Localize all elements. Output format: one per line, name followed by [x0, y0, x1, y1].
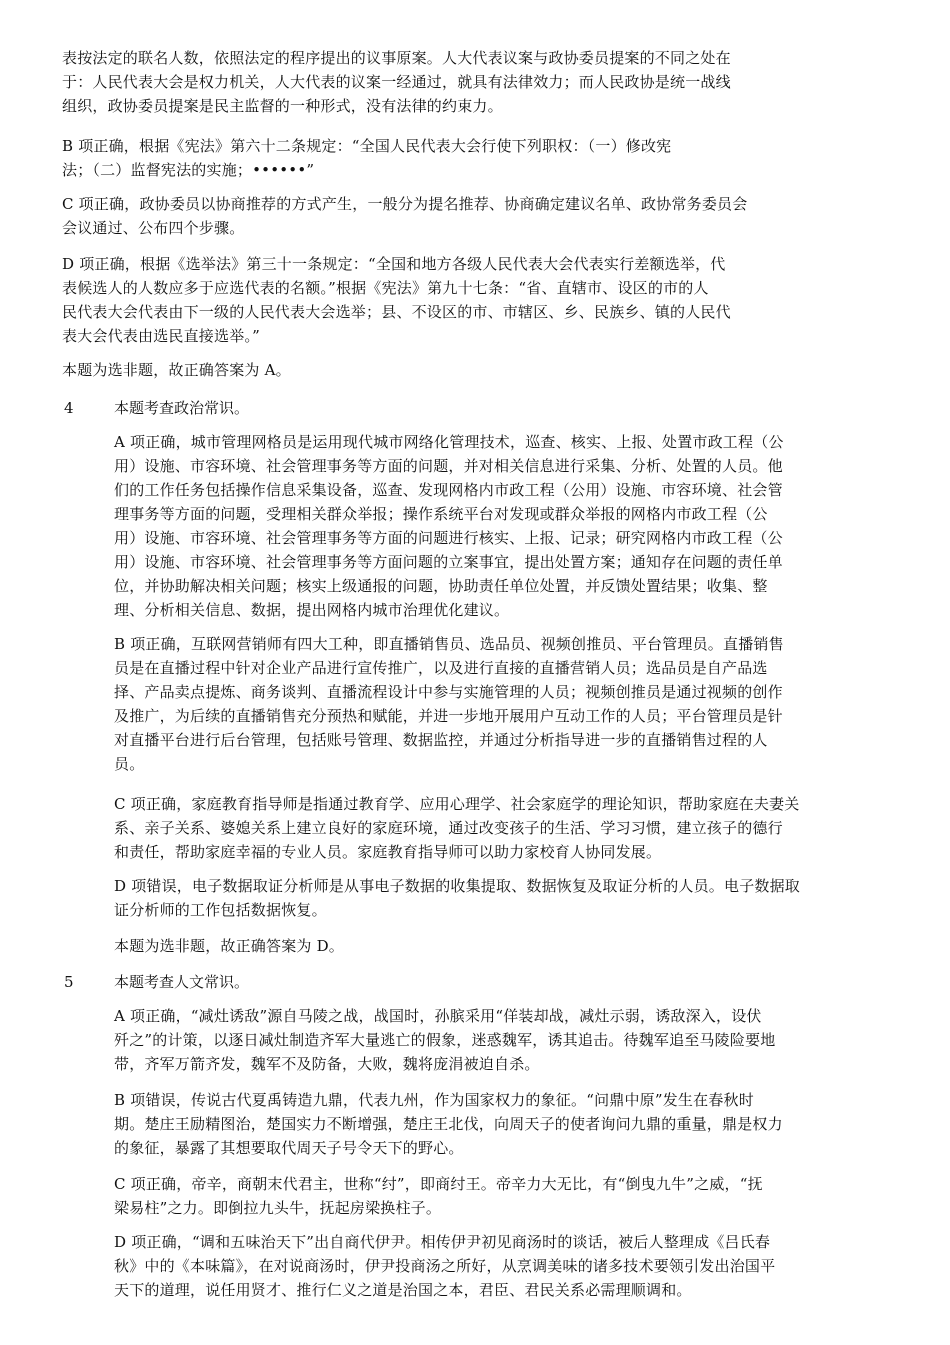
question-4-option-a: A 项正确，城市管理网格员是运用现代城市网络化管理技术，巡查、核实、上报、处置市政工程（公 用）设施、市容环境、社会管理事务等方面的问题，并对相关信息进行采集、分析、处置的人员。他 们的工作任务包括操作信息采集设备，巡查、发现网格内市政工程（公用）设施、市容环境、社会管 理事务等方面的问题，受理相关群众举报；操作系统平台对发现或群众举报的网格内市政工程（公 用）设施、市容环境、社会管理事务等方面的问题进行核实、上报、记录；研究网格内市政工程（公 用）设施、市容环境、社会管理事务等方面问题的立案事宜，提出处置方案；通知存在问题的责任单 位，并协助解决相关问题；核实上级通报的问题，协助责任单位处置，并反馈处置结果；收集、整 理、分析相关信息、数据，提出网格内城市治理优化建议。 [114, 433, 784, 619]
question-5-option-d: D 项正确，“调和五味治天下”出自商代伊尹。相传伊尹初见商汤时的谈话，被后人整理成《吕氏春 秋》中的《本味篇》，在对说商汤时，伊尹投商汤之所好，从烹调美味的诸多技术要领引发出治国平 天下的道理，说任用贤才、推行仁义之道是治国之本，君臣、君民关系必需理顺调和。 [114, 1233, 776, 1299]
question-4-option-d: D 项错误，电子数据取证分析师是从事电子数据的收集提取、数据恢复及取证分析的人员。电子数据取 证分析师的工作包括数据恢复。 [114, 877, 800, 919]
question-4-option-b: B 项正确，互联网营销师有四大工种，即直播销售员、选品员、视频创推员、平台管理员。直播销售 员是在直播过程中针对企业产品进行宣传推广，以及进行直接的直播营销人员；选品员是自产品选 择、产品卖点提炼、商务谈判、直播流程设计中参与实施管理的人员；视频创推员是通过视频的创作 及推广，为后续的直播销售充分预热和赋能，并进一步地开展用户互动工作的人员；平台管理员是针 对直播平台进行后台管理，包括账号管理、数据监控，并通过分析指导进一步的直播销售过程的人 员。 [114, 635, 784, 773]
intro-paragraph-d: D 项正确，根据《选举法》第三十一条规定：“全国和地方各级人民代表大会代表实行差额选举，代 表候选人的人数应多于应选代表的名额。”根据《宪法》第九十七条：“省、直辖市、设区的市的人 民代表大会代表由下一级的人民代表大会选举；县、不设区的市、市辖区、乡、民族乡、镇的人民代 表大会代表由选民直接选举。” [62, 255, 731, 345]
intro-paragraph-b: B 项正确，根据《宪法》第六十二条规定：“全国人民代表大会行使下列职权：（一）修改宪 法；（二）监督宪法的实施；••••••” [62, 137, 672, 179]
question-4-answer: 本题为选非题，故正确答案为 D。 [114, 937, 344, 955]
intro-answer: 本题为选非题，故正确答案为 A。 [62, 361, 291, 379]
intro-paragraph-1: 表按法定的联名人数，依照法定的程序提出的议事原案。人大代表议案与政协委员提案的不同之处在 于：人民代表大会是权力机关，人大代表的议案一经通过，就具有法律效力；而人民政协是统一战线 组织，政协委员提案是民主监督的一种形式，没有法律的约束力。 [62, 49, 731, 115]
question-5-option-b: B 项错误，传说古代夏禹铸造九鼎，代表九州，作为国家权力的象征。“问鼎中原”发生在春秋时 期。楚庄王励精图治，楚国实力不断增强，楚庄王北伐，向周天子的使者询问九鼎的重量，鼎是权力 的象征，暴露了其想要取代周天子号令天下的野心。 [114, 1091, 783, 1157]
question-4-option-c: C 项正确，家庭教育指导师是指通过教育学、应用心理学、社会家庭学的理论知识，帮助家庭在夫妻关 系、亲子关系、婆媳关系上建立良好的家庭环境，通过改变孩子的生活、学习习惯，建立孩子的德行 和责任，帮助家庭幸福的专业人员。家庭教育指导师可以助力家校育人协同发展。 [114, 795, 800, 861]
question-5-number: 5 [64, 973, 74, 991]
question-5-heading: 本题考查人文常识。 [114, 973, 250, 991]
question-5-option-a: A 项正确，“减灶诱敌”源自马陵之战，战国时，孙膑采用“佯装却战，减灶示弱，诱敌深入，设伏 歼之”的计策，以逐日减灶制造齐军大量逃亡的假象，迷惑魏军，诱其追击。待魏军追至马陵险要地 带，齐军万箭齐发，魏军不及防备，大败，魏将庞涓被迫自杀。 [114, 1007, 776, 1073]
question-5-option-c: C 项正确，帝辛，商朝末代君主，世称“纣”，即商纣王。帝辛力大无比，有“倒曳九牛”之威，“抚 梁易柱”之力。即倒拉九头牛，抚起房梁换柱子。 [114, 1175, 763, 1217]
question-4-heading: 本题考查政治常识。 [114, 399, 250, 417]
intro-paragraph-c: C 项正确，政协委员以协商推荐的方式产生，一般分为提名推荐、协商确定建议名单、政协常务委员会 会议通过、公布四个步骤。 [62, 195, 748, 237]
question-4-number: 4 [64, 399, 74, 417]
